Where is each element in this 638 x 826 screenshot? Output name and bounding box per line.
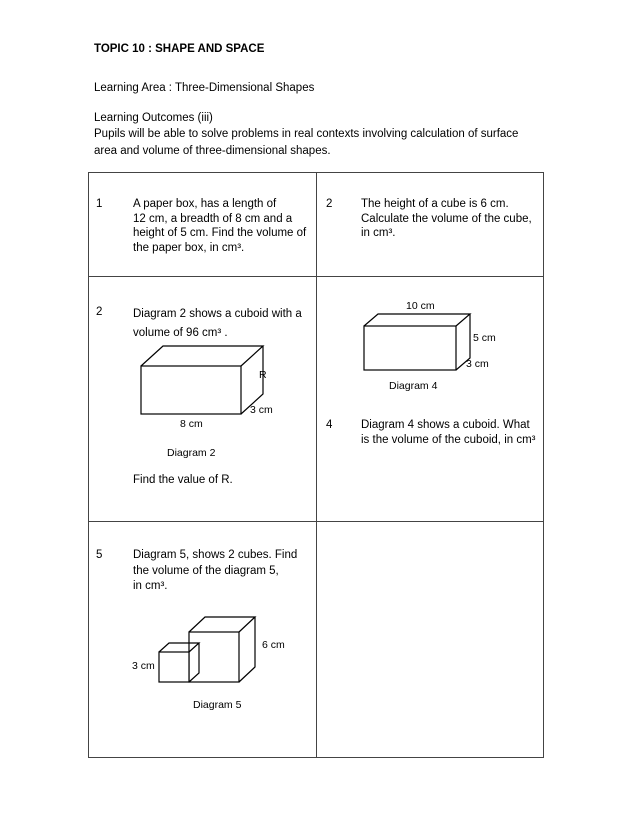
diagram-4-label-top: 10 cm xyxy=(406,300,435,312)
question-4-number: 4 xyxy=(326,419,333,431)
diagram-5-small-cube xyxy=(159,643,199,682)
question-1-number: 1 xyxy=(96,198,103,210)
question-1-line: A paper box, has a length of xyxy=(133,198,277,210)
diagram-2-cuboid xyxy=(141,346,263,414)
question-1-line: height of 5 cm. Find the volume of xyxy=(133,227,307,239)
diagram-4-caption: Diagram 4 xyxy=(389,380,438,392)
learning-area: Learning Area : Three-Dimensional Shapes xyxy=(94,82,315,94)
diagram-5-big-top xyxy=(189,617,255,632)
diagram-4-label-height: 5 cm xyxy=(473,332,496,344)
question-5-number: 5 xyxy=(96,549,103,561)
diagram-2-label-length: 8 cm xyxy=(180,418,203,430)
question-5-line: the volume of the diagram 5, xyxy=(133,564,279,577)
question-2b-line: volume of 96 cm³ . xyxy=(133,327,228,339)
question-5-text xyxy=(133,548,297,595)
question-4-line: Diagram 4 shows a cuboid. What xyxy=(361,419,530,431)
diagram-5-small-front xyxy=(159,652,189,682)
diagram-4-front-face xyxy=(364,326,456,370)
outcomes-line-2: area and volume of three-dimensional shapes. xyxy=(94,145,331,157)
question-2a-line: Calculate the volume of the cube, xyxy=(361,212,532,225)
question-5-line: Diagram 5, shows 2 cubes. Find xyxy=(133,549,298,561)
diagram-5-big-side xyxy=(239,617,255,682)
diagram-5-label-big: 6 cm xyxy=(262,639,285,651)
diagram-5-label-small: 3 cm xyxy=(132,660,155,672)
question-5-line: in cm³. xyxy=(133,580,168,592)
diagram-2-caption: Diagram 2 xyxy=(167,447,216,459)
diagram-2-front-face xyxy=(141,366,241,414)
question-1-line: the paper box, in cm³. xyxy=(133,241,245,254)
diagram-4-cuboid xyxy=(364,314,470,370)
question-2a-line: in cm³. xyxy=(361,227,396,239)
diagram-2-top-face xyxy=(141,346,263,366)
question-2b-prompt: Find the value of R. xyxy=(133,474,233,486)
question-2b-number: 2 xyxy=(96,306,103,318)
question-2a-line: The height of a cube is 6 cm. xyxy=(361,198,509,210)
diagram-4-label-depth: 3 cm xyxy=(466,358,489,370)
question-4-text xyxy=(361,418,536,447)
diagram-4-top-face xyxy=(364,314,470,326)
diagram-5-small-side xyxy=(189,643,199,682)
question-2b-line: Diagram 2 shows a cuboid with a xyxy=(133,308,302,320)
diagram-5-caption: Diagram 5 xyxy=(193,699,242,711)
diagram-2-label-depth: 3 cm xyxy=(250,404,273,416)
question-4-line: is the volume of the cuboid, in cm³ xyxy=(361,433,536,446)
question-1-line: 12 cm, a breadth of 8 cm and a xyxy=(133,212,293,225)
topic-title: TOPIC 10 : SHAPE AND SPACE xyxy=(94,43,265,55)
diagram-5-small-top xyxy=(159,643,199,652)
diagram-2-label-r: R xyxy=(259,369,267,381)
outcomes-heading: Learning Outcomes (iii) xyxy=(94,112,213,124)
outcomes-line-1: Pupils will be able to solve problems in real contexts involving calculation of surface xyxy=(94,128,519,140)
question-2a-number: 2 xyxy=(326,198,333,210)
